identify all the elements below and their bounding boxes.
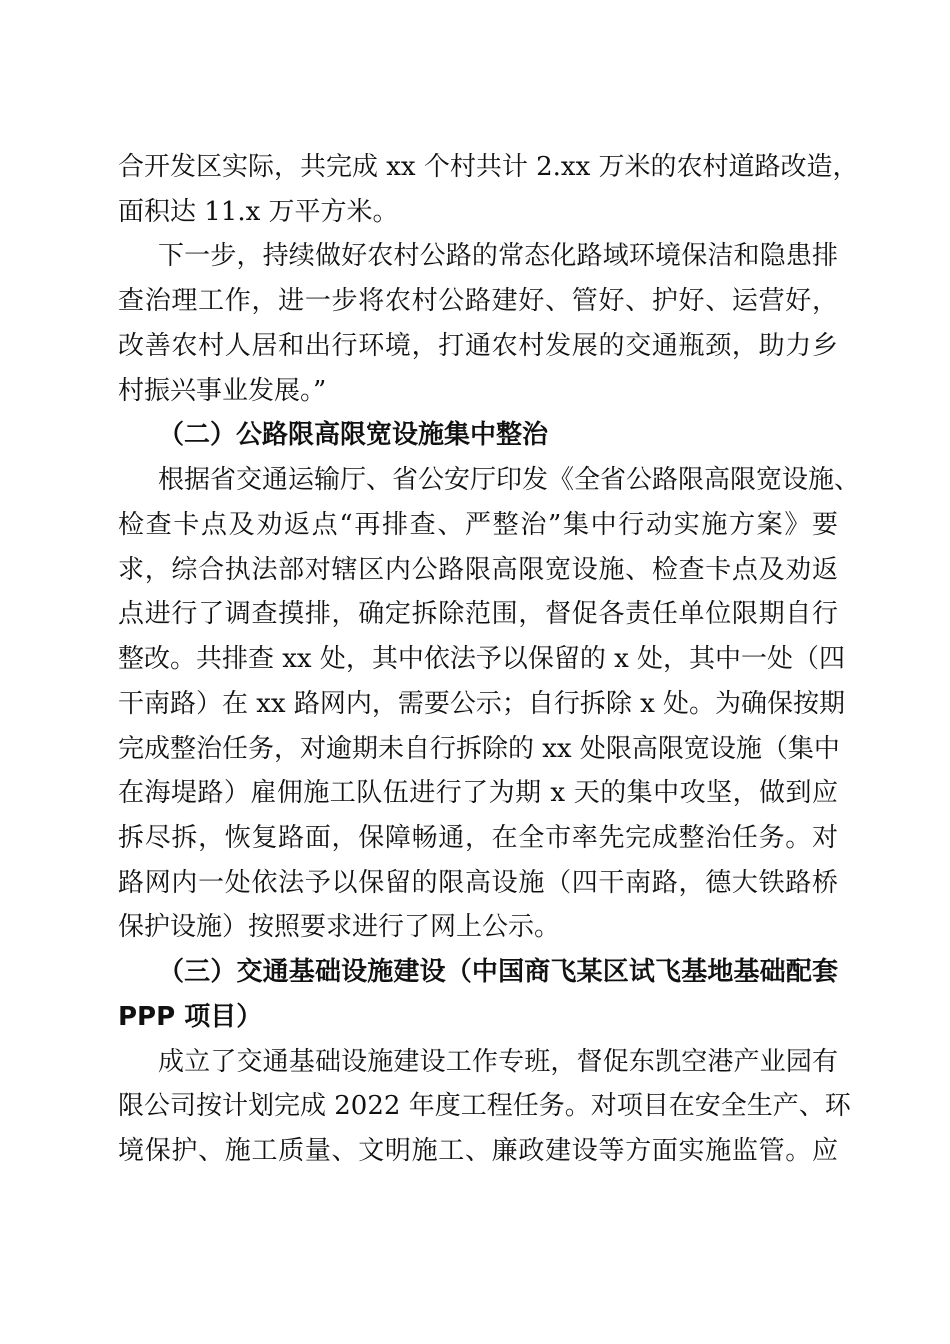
paragraph-line: 完成整治任务，对逾期未自行拆除的 xx 处限高限宽设施（集中 <box>118 734 840 764</box>
paragraph-line: 根据省交通运输厅、省公安厅印发《全省公路限高限宽设施、 <box>158 465 861 495</box>
section-heading: （二）公路限高限宽设施集中整治 <box>158 420 549 450</box>
paragraph-line: 境保护、施工质量、文明施工、廉政建设等方面实施监管。应 <box>118 1136 838 1166</box>
paragraph-line: 拆尽拆，恢复路面，保障畅通，在全市率先完成整治任务。对 <box>118 823 838 853</box>
paragraph-line: 点进行了调查摸排，确定拆除范围，督促各责任单位限期自行 <box>118 599 838 629</box>
section-heading-continued: PPP 项目） <box>118 1002 263 1032</box>
paragraph-line: 改善农村人居和出行环境，打通农村发展的交通瓶颈，助力乡 <box>118 331 838 361</box>
paragraph-line: 干南路）在 xx 路网内，需要公示；自行拆除 x 处。为确保按期 <box>118 689 846 719</box>
paragraph-line: 限公司按计划完成 2022 年度工程任务。对项目在安全生产、环 <box>118 1091 851 1121</box>
paragraph-line: 检查卡点及劝返点“再排查、严整治”集中行动实施方案》要 <box>118 510 838 540</box>
paragraph-line: 在海堤路）雇佣施工队伍进行了为期 x 天的集中攻坚，做到应 <box>118 778 838 808</box>
paragraph-line: 路网内一处依法予以保留的限高设施（四干南路，德大铁路桥 <box>118 868 838 898</box>
paragraph-line: 村振兴事业发展。” <box>118 376 327 406</box>
paragraph-line: 整改。共排查 xx 处，其中依法予以保留的 x 处，其中一处（四 <box>118 644 846 674</box>
paragraph-line: 合开发区实际，共完成 xx 个村共计 2.xx 万米的农村道路改造， <box>118 152 859 182</box>
section-heading: （三）交通基础设施建设（中国商飞某区试飞基地基础配套 <box>158 957 838 987</box>
paragraph-line: 下一步，持续做好农村公路的常态化路域环境保洁和隐患排 <box>158 241 838 271</box>
paragraph-line: 求，综合执法部对辖区内公路限高限宽设施、检查卡点及劝返 <box>118 555 838 585</box>
paragraph-line: 面积达 11.x 万平方米。 <box>118 197 399 227</box>
paragraph-line: 成立了交通基础设施建设工作专班，督促东凯空港产业园有 <box>158 1047 838 1077</box>
paragraph-line: 查治理工作，进一步将农村公路建好、管好、护好、运营好， <box>118 286 838 316</box>
paragraph-line: 保护设施）按照要求进行了网上公示。 <box>118 912 561 942</box>
